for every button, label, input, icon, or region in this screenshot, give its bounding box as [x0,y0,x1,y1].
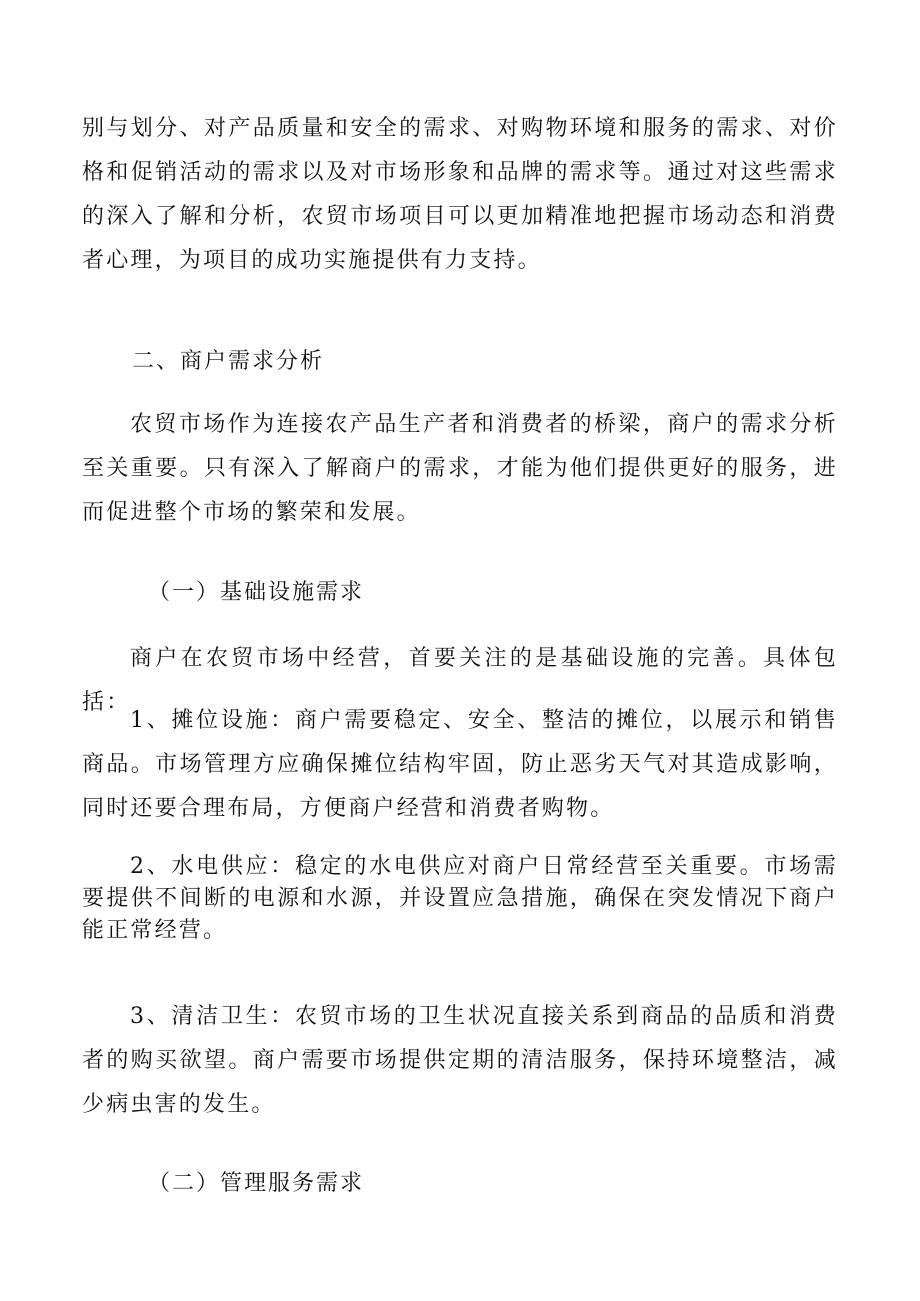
paragraph-merchant-intro: 农贸市场作为连接农产品生产者和消费者的桥梁，商户的需求分析至关重要。只有深入了解商户的需求，才能为他们提供更好的服务，进而促进整个市场的繁荣和发展。 [82,412,838,525]
paragraph-utilities-supply: 2、水电供应：稳定的水电供应对商户日常经营至关重要。市场需要提供不间断的电源和水源，并设置应急措施，确保在突发情况下商户能正常经营。 [82,854,838,943]
paragraph-sanitation: 3、清洁卫生：农贸市场的卫生状况直接关系到商品的品质和消费者的购买欲望。商户需要市场提供定期的清洁服务，保持环境整洁，减少病虫害的发生。 [82,1004,838,1117]
subheading-infrastructure-needs: （一）基础设施需求 [148,580,365,605]
paragraph-stall-facilities: 1、摊位设施：商户需要稳定、安全、整洁的摊位，以展示和销售商品。市场管理方应确保摊位结构牢固，防止恶劣天气对其造成影响，同时还要合理布局，方便商户经营和消费者购物。 [82,708,838,821]
section-heading-merchant-needs: 二、商户需求分析 [132,349,325,374]
paragraph-infrastructure-intro: 商户在农贸市场中经营，首要关注的是基础设施的完善。具体包括： [82,646,838,715]
subheading-management-service-needs: （二）管理服务需求 [148,1171,365,1196]
paragraph-consumer-needs-continued: 别与划分、对产品质量和安全的需求、对购物环境和服务的需求、对价格和促销活动的需求以及对市场形象和品牌的需求等。通过对这些需求的深入了解和分析，农贸市场项目可以更加精准地把握市场动态和消费者心理，为项目的成功实施提供有力支持。 [82,116,838,273]
